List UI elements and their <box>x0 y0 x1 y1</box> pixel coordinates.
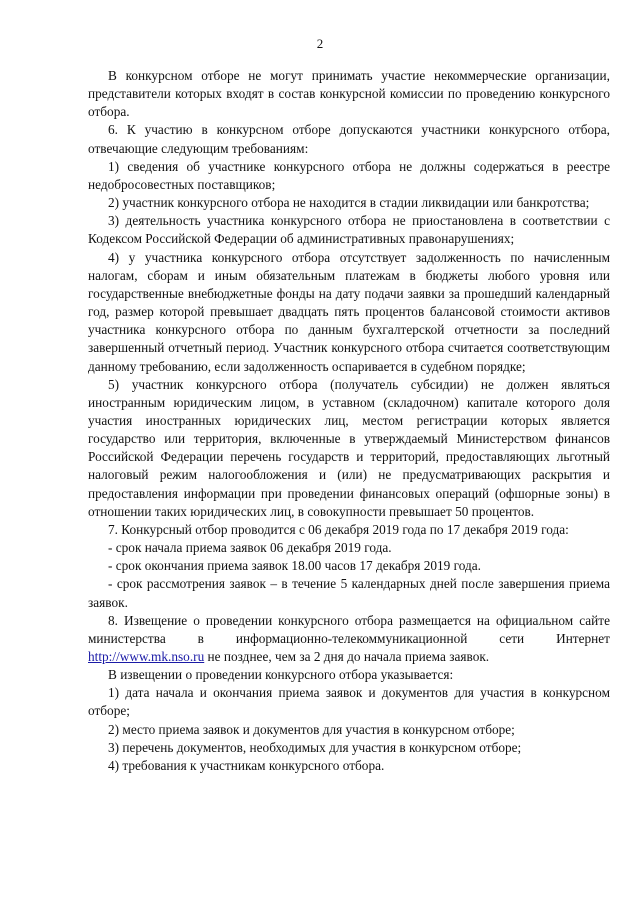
notice-item-3: 3) перечень документов, необходимых для участия в конкурсном отборе; <box>108 739 522 755</box>
paragraph-6-requirements: 6. К участию в конкурсном отборе допускаются участники конкурсного отбора, отвечающие следующим требованиям: <box>88 122 610 156</box>
requirement-3: 3) деятельность участника конкурсного отбора не приостановлена в соответствии с Кодексом Российской Федерации об административных правонарушениях; <box>88 213 610 247</box>
document-body <box>88 67 610 775</box>
notice-item-4: 4) требования к участникам конкурсного отбора. <box>108 757 385 773</box>
notice-text-after: не позднее, чем за 2 дня до начала приема заявок. <box>204 649 490 664</box>
period-start: - срок начала приема заявок 06 декабря 2019 года. <box>108 540 392 556</box>
requirement-1: 1) сведения об участнике конкурсного отбора не должны содержаться в реестре недобросовестных поставщиков; <box>88 158 610 192</box>
requirement-4: 4) у участника конкурсного отбора отсутствует задолженность по начисленным налогам, сборам и иным обязательным платежам в бюджеты любого уровня или государственные внебюджетные фонды на дату подачи заявки за прошедший календарный год, размер которой превышает двадцать пять процентов балансовой стоимости активов участника конкурсного отбора по данным бухгалтерской отчетности за последний завершенный отчетный период. Участник конкурсного отбора считается соответствующим данному требованию, если задолженность оспаривается в судебном порядке; <box>88 249 610 374</box>
requirement-5: 5) участник конкурсного отбора (получатель субсидии) не должен являться иностранным юридическим лицом, в уставном (складочном) капитале которого доля участия иностранных юридических лиц, местом регистрации которых является государство или территория, включенные в утверждаемый Министерством финансов Российской Федерации перечень государств и территорий, предоставляющих льготный налоговый режим налогообложения и (или) не предусматривающих раскрытия и предоставления информации при проведении финансовых операций (офшорные зоны) в отношении таких юридических лиц, в совокупности превышает 50 процентов. <box>88 376 610 519</box>
period-review: - срок рассмотрения заявок – в течение 5 календарных дней после завершения приема заявок. <box>88 576 610 610</box>
notice-text-before: 8. Извещение о проведении конкурсного отбора размещается на официальном сайте министерства в информационно-телекоммуникационной сети Интернет <box>88 612 610 646</box>
notice-contents-intro: В извещении о проведении конкурсного отбора указывается: <box>108 667 454 683</box>
notice-item-2: 2) место приема заявок и документов для участия в конкурсном отборе; <box>108 721 515 737</box>
ministry-site-link[interactable]: http://www.mk.nso.ru <box>88 649 205 664</box>
requirement-2: 2) участник конкурсного отбора не находится в стадии ликвидации или банкротства; <box>108 195 590 211</box>
notice-item-1: 1) дата начала и окончания приема заявок и документов для участия в конкурсном отборе; <box>88 685 610 719</box>
period-end: - срок окончания приема заявок 18.00 часов 17 декабря 2019 года. <box>108 558 482 574</box>
paragraph-noncommercial: В конкурсном отборе не могут принимать участие некоммерческие организации, представители которых входят в состав конкурсной комиссии по проведению конкурсного отбора. <box>88 68 610 120</box>
paragraph-7-period: 7. Конкурсный отбор проводится с 06 декабря 2019 года по 17 декабря 2019 года: <box>108 521 569 537</box>
paragraph-8-notice <box>88 612 610 666</box>
page-number: 2 <box>316 36 324 51</box>
